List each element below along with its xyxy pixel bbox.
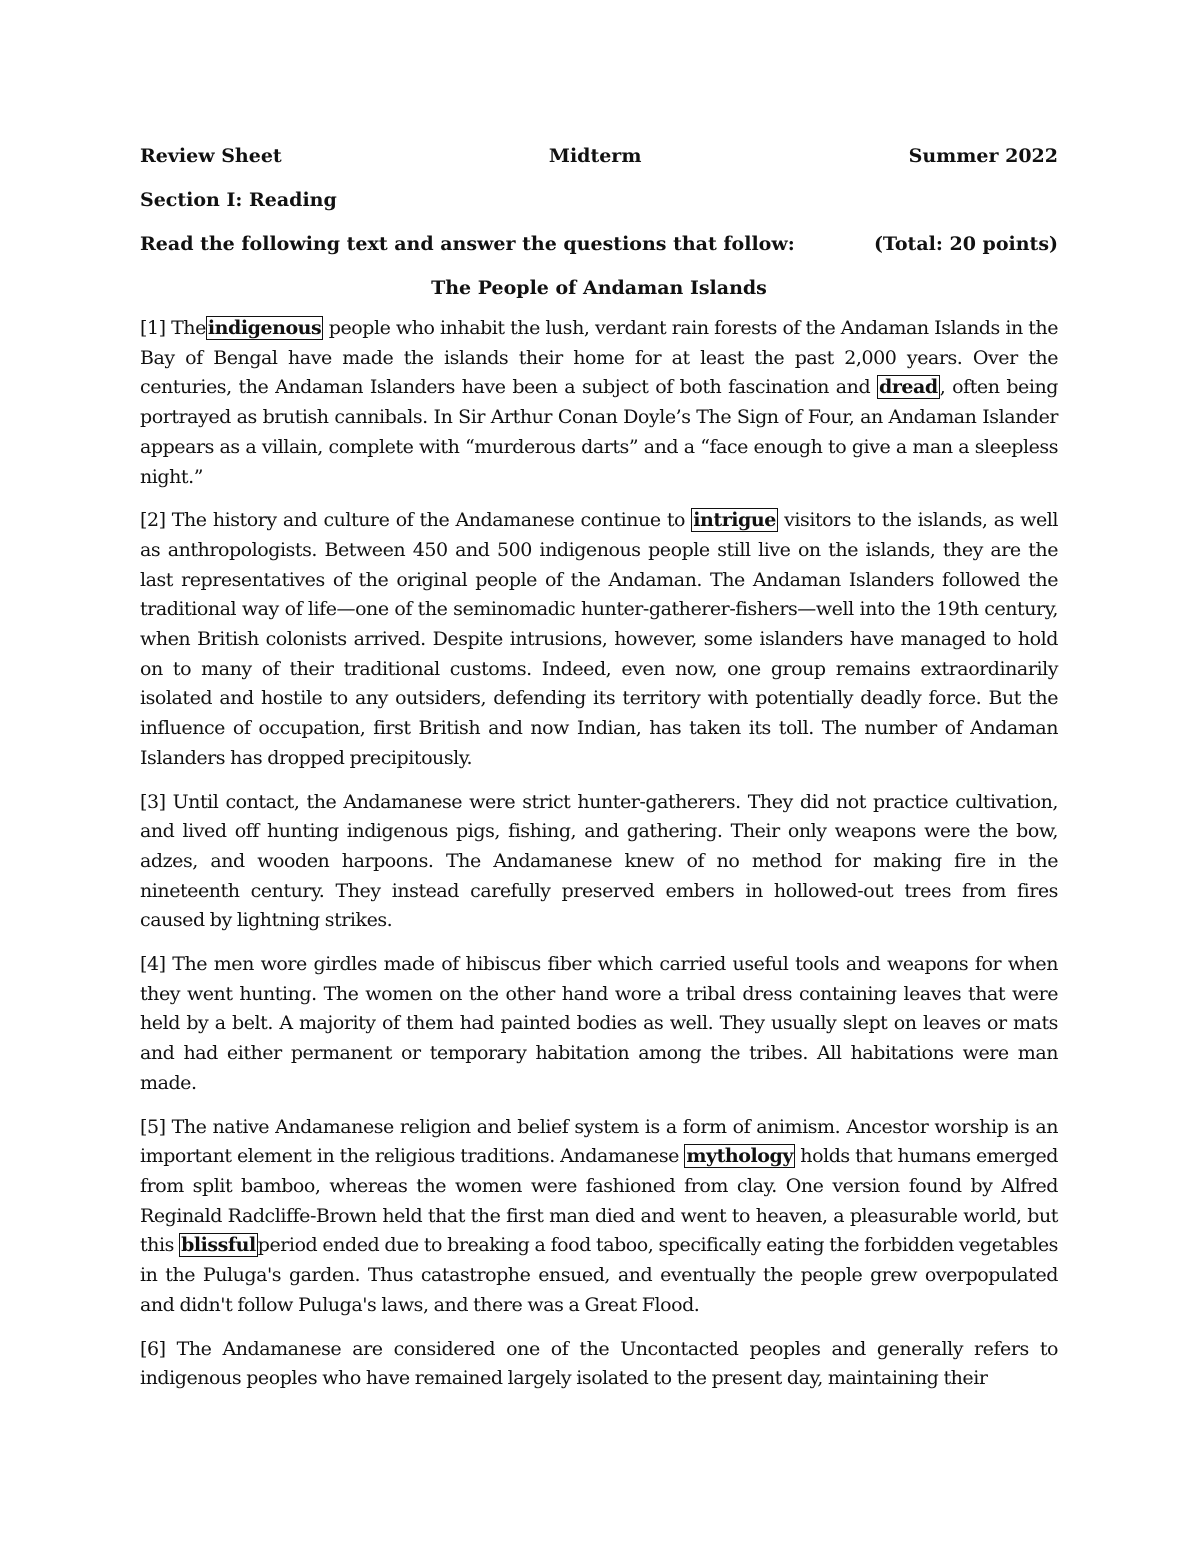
paragraph-4: [4] The men wore girdles made of hibiscus fiber which carried useful tools and weapons for when they went hunting. The women on the other hand wore a tribal dress containing leaves that were held by a belt. A majority of them had painted bodies as well. They usually slept on leaves or mats and had either permanent or temporary habitation among the tribes. All habitations were man made. <box>140 953 1058 1094</box>
paragraph-5 <box>140 1113 1058 1321</box>
instructions-points: (Total: 20 points) <box>873 233 1058 255</box>
paragraph-6: [6] The Andamanese are considered one of the Uncontacted peoples and generally refers to indigenous peoples who have remained largely isolated to the present day, maintaining their <box>140 1337 1058 1390</box>
paragraph-5-text-c: period ended due to breaking a food taboo, specifically eating the forbidden vegetables in the Puluga's garden. Thus catastrophe ensued, and eventually the people grew overpopulated and didn't follow Puluga's laws, and there was a Great Flood. <box>140 1234 1058 1316</box>
header-right: Summer 2022 <box>908 145 1058 167</box>
article-title: The People of Andaman Islands <box>431 277 767 299</box>
paragraph-1-text-a: [1] The <box>140 317 206 339</box>
paragraph-1-text-b: people who inhabit the lush, verdant rain forests of the Andaman Islands in the Bay of Bengal have made the islands their home for at least the past 2,000 years. Over the centuries, the Andaman Islanders have been a subject of both fascination and <box>140 317 1058 399</box>
paragraph-5-text-a: [5] The native Andamanese religion and belief system is a form of animism. Ancestor worship is an important element in the religious traditions. Andamanese <box>140 1115 1058 1168</box>
header-row <box>140 140 1058 172</box>
paragraph-2 <box>140 506 1058 773</box>
instructions-row <box>140 228 1058 260</box>
keyword-intrigue: intrigue <box>693 509 776 532</box>
header-center: Midterm <box>548 145 642 167</box>
paragraph-1-text-c: , often being portrayed as brutish cannibals. In Sir Arthur Conan Doyle’s The Sign of Four, an Andaman Islander appears as a villain, complete with “murderous darts” and a “face enough to give a man a sleepless night.” <box>140 376 1058 488</box>
paragraph-2-text-a: [2] The history and culture of the Andamanese continue to <box>140 509 692 532</box>
section-title: Section I: Reading <box>140 189 337 211</box>
keyword-dread: dread <box>879 376 938 399</box>
header-left: Review Sheet <box>140 145 282 167</box>
keyword-blissful: blissful <box>181 1234 256 1257</box>
paragraph-5-text-b: holds that humans emerged from split bamboo, whereas the women were fashioned from clay. One version found by Alfred Reginald Radcliffe-Brown held that the first man died and went to heaven, a pleasurable world, but this <box>140 1145 1059 1257</box>
keyword-indigenous: indigenous <box>207 317 322 339</box>
paragraph-1 <box>140 314 1058 492</box>
paragraph-3: [3] Until contact, the Andamanese were strict hunter-gatherers. They did not practice cultivation, and lived off hunting indigenous pigs, fishing, and gathering. Their only weapons were the bow, adzes, and wooden harpoons. The Andamanese knew of no method for making fire in the nineteenth century. They instead carefully preserved embers in hollowed-out trees from fires caused by lightning strikes. <box>140 790 1058 932</box>
instructions-text: Read the following text and answer the questions that follow: <box>140 233 795 255</box>
document-page <box>140 140 1058 1408</box>
keyword-mythology: mythology <box>686 1145 793 1168</box>
paragraph-2-text-b: visitors to the islands, as well as anthropologists. Between 450 and 500 indigenous people still live on the islands, they are the last representatives of the original people of the Andaman. The Andaman Islanders followed the traditional way of life—one of the seminomadic hunter-gatherer-fishers—well into the 19th century, when British colonists arrived. Despite intrusions, however, some islanders have managed to hold on to many of their traditional customs. Indeed, even now, one group remains extraordinarily isolated and hostile to any outsiders, defending its territory with potentially deadly force. But the influence of occupation, first British and now Indian, has taken its toll. The number of Andaman Islanders has dropped precipitously. <box>140 509 1058 769</box>
